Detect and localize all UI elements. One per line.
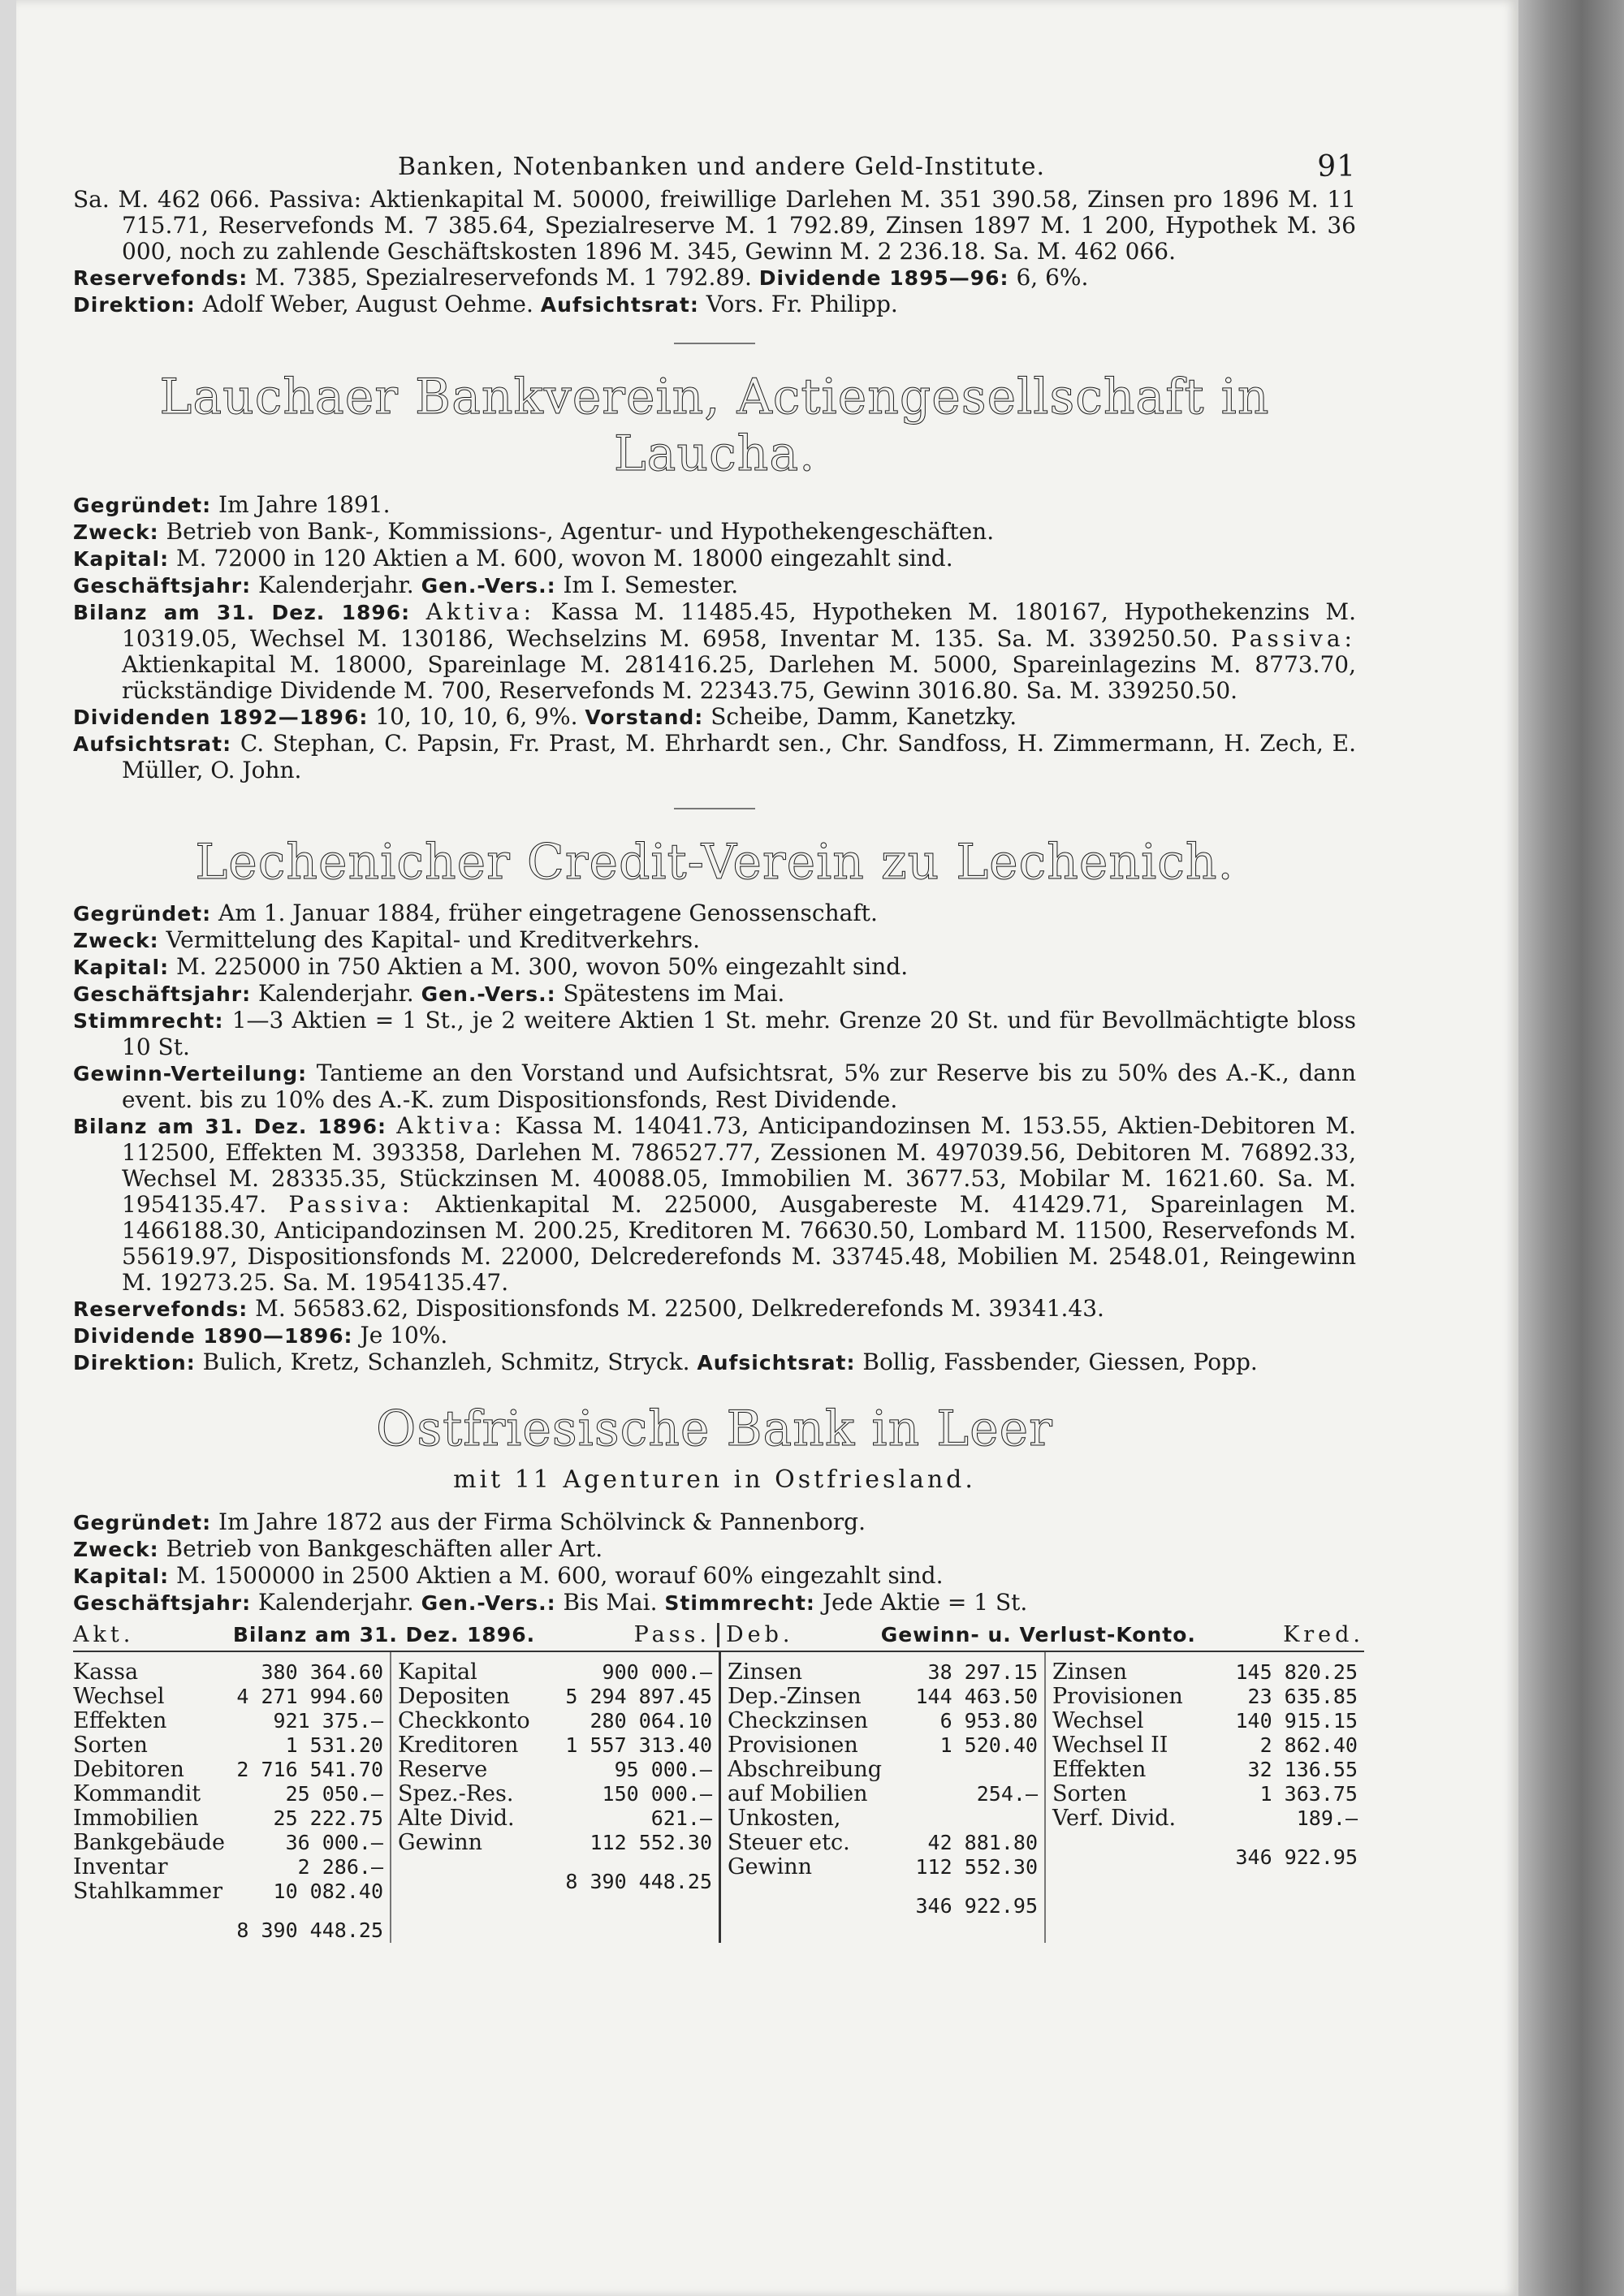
- row-value: 1 531.20: [285, 1733, 383, 1757]
- passiva-total: 8 390 448.25: [565, 1870, 712, 1893]
- lauchaer-bilanz: Bilanz am 31. Dez. 1896: Aktiva: Kassa M. 11485.45, Hypotheken M. 180167, Hypothekenzins M. 10319.05, Wechsel M. 130186, Wechselzins M. 6958, Inventar M. 135. Sa. M. 339250.50. Passiva: Aktienkapital M. 18000, Spareinlage M. 281416.25, Darlehen M. 5000, Spareinlagezins M. 8773.70, rückständige Dividende M. 700, Reservefonds M. 22343.75, Gewinn 3016.80. Sa. M. 339250.50.: [73, 598, 1356, 704]
- row-label: Effekten: [1052, 1757, 1147, 1782]
- lechenicher-dividende: Dividende 1890—1896: Je 10%.: [73, 1322, 448, 1349]
- row-value: 145 820.25: [1235, 1660, 1358, 1684]
- running-head: [73, 146, 1356, 187]
- row-label: Debitoren: [73, 1757, 184, 1782]
- table-row: [73, 1758, 390, 1782]
- table-row: [398, 1709, 719, 1733]
- table-row: [398, 1831, 719, 1855]
- lauchaer-kapital: Kapital: M. 72000 in 120 Aktien a M. 600, wovon M. 18000 eingezahlt sind.: [73, 545, 953, 572]
- row-value: 4 271 994.60: [236, 1685, 383, 1708]
- financial-table: [73, 1623, 1364, 1943]
- row-value: 10 082.40: [273, 1880, 383, 1903]
- table-row: [728, 1733, 1044, 1758]
- lechenicher-gegruendet: Gegründet: Am 1. Januar 1884, früher eingetragene Genossenschaft.: [73, 900, 878, 926]
- row-label: Kapital: [398, 1659, 477, 1685]
- table-row: [728, 1758, 1044, 1782]
- table-row: [73, 1685, 390, 1709]
- row-value: 25 222.75: [273, 1806, 383, 1830]
- kredit-total: 346 922.95: [1235, 1845, 1358, 1869]
- row-label: Provisionen: [1052, 1684, 1183, 1709]
- debet-total: 346 922.95: [915, 1894, 1038, 1918]
- table-row: [1052, 1660, 1364, 1685]
- table-row: [728, 1831, 1044, 1855]
- row-label: Bankgebäude: [73, 1830, 225, 1855]
- table-row: [398, 1685, 719, 1709]
- row-label: Kommandit: [73, 1781, 201, 1806]
- row-value: 1 520.40: [939, 1733, 1038, 1757]
- lauchaer-aufsichtsrat: Aufsichtsrat: C. Stephan, C. Papsin, Fr. Prast, M. Ehrhardt sen., Chr. Sandfoss, H. Zimmermann, H. Zech, E. Müller, O. John.: [73, 730, 1356, 783]
- row-value: 2 862.40: [1259, 1733, 1358, 1757]
- aktiva-column: [73, 1652, 391, 1943]
- lechenicher-zweck: Zweck: Vermittelung des Kapital- und Kreditverkehrs.: [73, 926, 700, 953]
- lauchaer-geschaeftsjahr: Geschäftsjahr: Kalenderjahr. Gen.-Vers.: Im I. Semester.: [73, 572, 739, 598]
- row-label: Immobilien: [73, 1806, 199, 1831]
- row-value: 921 375.—: [273, 1709, 383, 1733]
- row-label: Effekten: [73, 1708, 167, 1733]
- row-label: Depositen: [398, 1684, 510, 1709]
- kredit-column: [1046, 1652, 1364, 1943]
- table-row: [728, 1782, 1044, 1806]
- guv-header: Gewinn- u. Verlust-Konto.: [880, 1623, 1196, 1646]
- row-label: Wechsel: [73, 1684, 165, 1709]
- prev-reserve: Reservefonds: M. 7385, Spezialreservefonds M. 1 792.89. Dividende 1895—96: 6, 6%.: [73, 264, 1089, 291]
- table-row: [728, 1685, 1044, 1709]
- lechenicher-title: Lechenicher Credit-Verein zu Lechenich.: [195, 834, 1234, 891]
- section-divider: [674, 343, 755, 344]
- debet-column: [721, 1652, 1046, 1943]
- table-row: [1052, 1733, 1364, 1758]
- table-row: [398, 1660, 719, 1685]
- row-label: Sorten: [73, 1733, 148, 1758]
- section-divider: [674, 808, 755, 809]
- row-value: 189.—: [1296, 1806, 1358, 1830]
- running-head-title: Banken, Notenbanken und andere Geld-Institute.: [398, 153, 1045, 181]
- table-row: [1052, 1685, 1364, 1709]
- table-row: [1052, 1806, 1364, 1831]
- ostfriesische-kapital: Kapital: M. 1500000 in 2500 Aktien a M. 600, worauf 60% eingezahlt sind.: [73, 1562, 944, 1589]
- table-row: [398, 1733, 719, 1758]
- row-label: Stahlkammer: [73, 1879, 223, 1904]
- row-value: 280 064.10: [590, 1709, 712, 1733]
- prev-balance-text: Sa. M. 462 066. Passiva: Aktienkapital M. 50000, freiwillige Darlehen M. 351 390.58, Zinsen pro 1896 M. 11 715.71, Reservefonds M. 7 385.64, Spezialreserve M. 1 792.89, Zinsen 1897 M. 1 200, Hypothek M. 36 000, noch zu zahlende Geschäftskosten 1896 M. 345, Gewinn M. 2 236.18. Sa. M. 462 066.: [73, 186, 1356, 265]
- table-row: [73, 1709, 390, 1733]
- debet-header: Deb.: [726, 1622, 794, 1647]
- lauchaer-gegruendet: Gegründet: Im Jahre 1891.: [73, 491, 391, 518]
- row-label: Checkkonto: [398, 1708, 530, 1733]
- row-value: 42 881.80: [927, 1831, 1038, 1854]
- lechenicher-stimmrecht: Stimmrecht: 1—3 Aktien = 1 St., je 2 weitere Aktien 1 St. mehr. Grenze 20 St. und für Bevollmächtigte bloss 10 St.: [73, 1007, 1356, 1060]
- row-label: Alte Divid.: [398, 1806, 515, 1831]
- row-label: Zinsen: [728, 1659, 803, 1685]
- table-row: [73, 1831, 390, 1855]
- lauchaer-title: Lauchaer Bankverein, Actiengesellschaft in Laucha.: [159, 369, 1270, 482]
- table-row: [73, 1782, 390, 1806]
- table-row: [728, 1855, 1044, 1880]
- row-value: 112 552.30: [915, 1855, 1038, 1879]
- row-label: Wechsel II: [1052, 1733, 1168, 1758]
- page-number: 91: [1317, 150, 1356, 183]
- row-label: auf Mobilien: [728, 1781, 868, 1806]
- row-value: 2 286.—: [297, 1855, 383, 1879]
- row-label: Abschreibung: [728, 1757, 883, 1782]
- row-label: Wechsel: [1052, 1708, 1144, 1733]
- table-row: [1052, 1758, 1364, 1782]
- table-row: [1052, 1782, 1364, 1806]
- row-value: 6 953.80: [939, 1709, 1038, 1733]
- row-value: 621.—: [650, 1806, 712, 1830]
- row-label: Reserve: [398, 1757, 488, 1782]
- aktiva-header: Akt.: [73, 1622, 135, 1647]
- row-value: 95 000.—: [614, 1758, 712, 1781]
- row-value: 2 716 541.70: [236, 1758, 383, 1781]
- ostfriesische-title: Ostfriesische Bank in Leer: [376, 1400, 1053, 1457]
- row-value: 900 000.—: [602, 1660, 712, 1684]
- bilanz-header: Bilanz am 31. Dez. 1896.: [232, 1623, 536, 1646]
- table-row: [73, 1733, 390, 1758]
- row-label: Gewinn: [728, 1854, 813, 1880]
- lechenicher-geschaeftsjahr: Geschäftsjahr: Kalenderjahr. Gen.-Vers.: Spätestens im Mai.: [73, 980, 785, 1007]
- book-spine: [1518, 0, 1624, 2296]
- table-row: [398, 1758, 719, 1782]
- row-value: 25 050.—: [285, 1782, 383, 1806]
- table-row: [728, 1709, 1044, 1733]
- row-value: 140 915.15: [1235, 1709, 1358, 1733]
- row-label: Inventar: [73, 1854, 168, 1880]
- row-label: Kassa: [73, 1659, 139, 1685]
- kredit-header: Kred.: [1283, 1622, 1364, 1647]
- ostfriesische-zweck: Zweck: Betrieb von Bankgeschäften aller Art.: [73, 1535, 603, 1562]
- table-row: [398, 1806, 719, 1831]
- row-label: Steuer etc.: [728, 1830, 850, 1855]
- row-value: 38 297.15: [927, 1660, 1038, 1684]
- prev-direktion: Direktion: Adolf Weber, August Oehme. Aufsichtsrat: Vors. Fr. Philipp.: [73, 291, 898, 317]
- row-value: 23 635.85: [1247, 1685, 1358, 1708]
- lechenicher-bilanz: Bilanz am 31. Dez. 1896: Aktiva: Kassa M. 14041.73, Anticipandozinsen M. 153.55, Aktien-Debitoren M. 112500, Effekten M. 393358, Darlehen M. 786527.77, Zessionen M. 497039.56, Debitoren M. 76892.33, Wechsel M. 28335.35, Stückzinsen M. 40088.05, Immobilien M. 3677.53, Mobilar M. 1621.60. Sa. M. 1954135.47. Passiva: Aktienkapital M. 225000, Ausgabereste M. 41429.71, Spareinlagen M. 1466188.30, Anticipandozinsen M. 200.25, Kreditoren M. 76630.50, Lombard M. 11500, Reservefonds M. 55619.97, Dispositionsfonds M. 22000, Delcrederefonds M. 33745.48, Mobilien M. 2548.01, Reingewinn M. 19273.25. Sa. M. 1954135.47.: [73, 1112, 1356, 1296]
- row-label: Kreditoren: [398, 1733, 519, 1758]
- ostfriesische-gegruendet: Gegründet: Im Jahre 1872 aus der Firma Schölvinck & Pannenborg.: [73, 1508, 866, 1535]
- row-value: 1 363.75: [1259, 1782, 1358, 1806]
- row-value: 150 000.—: [602, 1782, 712, 1806]
- row-label: Checkzinsen: [728, 1708, 868, 1733]
- row-value: 36 000.—: [285, 1831, 383, 1854]
- lauchaer-zweck: Zweck: Betrieb von Bank-, Kommissions-, Agentur- und Hypothekengeschäften.: [73, 518, 995, 545]
- row-value: 144 463.50: [915, 1685, 1038, 1708]
- row-label: Verf. Divid.: [1052, 1806, 1177, 1831]
- table-row: [73, 1880, 390, 1904]
- row-value: 380 364.60: [261, 1660, 383, 1684]
- table-row: [73, 1806, 390, 1831]
- ostfriesische-subtitle: mit 11 Agenturen in Ostfriesland.: [453, 1465, 976, 1494]
- financial-table-header: [73, 1623, 1364, 1652]
- passiva-column: [391, 1652, 721, 1943]
- page-content: [73, 146, 1364, 1943]
- table-row: [728, 1806, 1044, 1831]
- table-row: [728, 1660, 1044, 1685]
- row-label: Dep.-Zinsen: [728, 1684, 862, 1709]
- row-label: Sorten: [1052, 1781, 1127, 1806]
- aktiva-total: 8 390 448.25: [236, 1918, 383, 1942]
- row-label: Unkosten,: [728, 1806, 841, 1831]
- row-label: Spez.-Res.: [398, 1781, 514, 1806]
- lauchaer-dividenden: Dividenden 1892—1896: 10, 10, 10, 6, 9%. Vorstand: Scheibe, Damm, Kanetzky.: [73, 703, 1017, 730]
- table-row: [398, 1782, 719, 1806]
- row-label: Provisionen: [728, 1733, 858, 1758]
- table-row: [73, 1855, 390, 1880]
- lechenicher-direktion: Direktion: Bulich, Kretz, Schanzleh, Schmitz, Stryck. Aufsichtsrat: Bollig, Fassbender, Giessen, Popp.: [73, 1349, 1258, 1375]
- row-label: Gewinn: [398, 1830, 483, 1855]
- table-row: [1052, 1709, 1364, 1733]
- lechenicher-kapital: Kapital: M. 225000 in 750 Aktien a M. 300, wovon 50% eingezahlt sind.: [73, 953, 909, 980]
- row-value: 1 557 313.40: [565, 1733, 712, 1757]
- row-value: 112 552.30: [590, 1831, 712, 1854]
- lechenicher-reservefonds: Reservefonds: M. 56583.62, Dispositionsfonds M. 22500, Delkrederefonds M. 39341.43.: [73, 1295, 1104, 1322]
- row-value: 254.—: [976, 1782, 1038, 1806]
- book-page: [16, 0, 1518, 2296]
- lechenicher-gewinnverteilung: Gewinn-Verteilung: Tantieme an den Vorstand und Aufsichtsrat, 5% zur Reserve bis zu 50% des A.-K., dann event. bis zu 10% des A.-K. zum Dispositionsfonds, Rest Dividende.: [73, 1060, 1357, 1113]
- row-label: Zinsen: [1052, 1659, 1128, 1685]
- ostfriesische-geschaeftsjahr: Geschäftsjahr: Kalenderjahr. Gen.-Vers.: Bis Mai. Stimmrecht: Jede Aktie = 1 St.: [73, 1589, 1028, 1616]
- row-value: 5 294 897.45: [565, 1685, 712, 1708]
- table-row: [73, 1660, 390, 1685]
- row-value: 32 136.55: [1247, 1758, 1358, 1781]
- passiva-header: Pass.: [633, 1622, 710, 1647]
